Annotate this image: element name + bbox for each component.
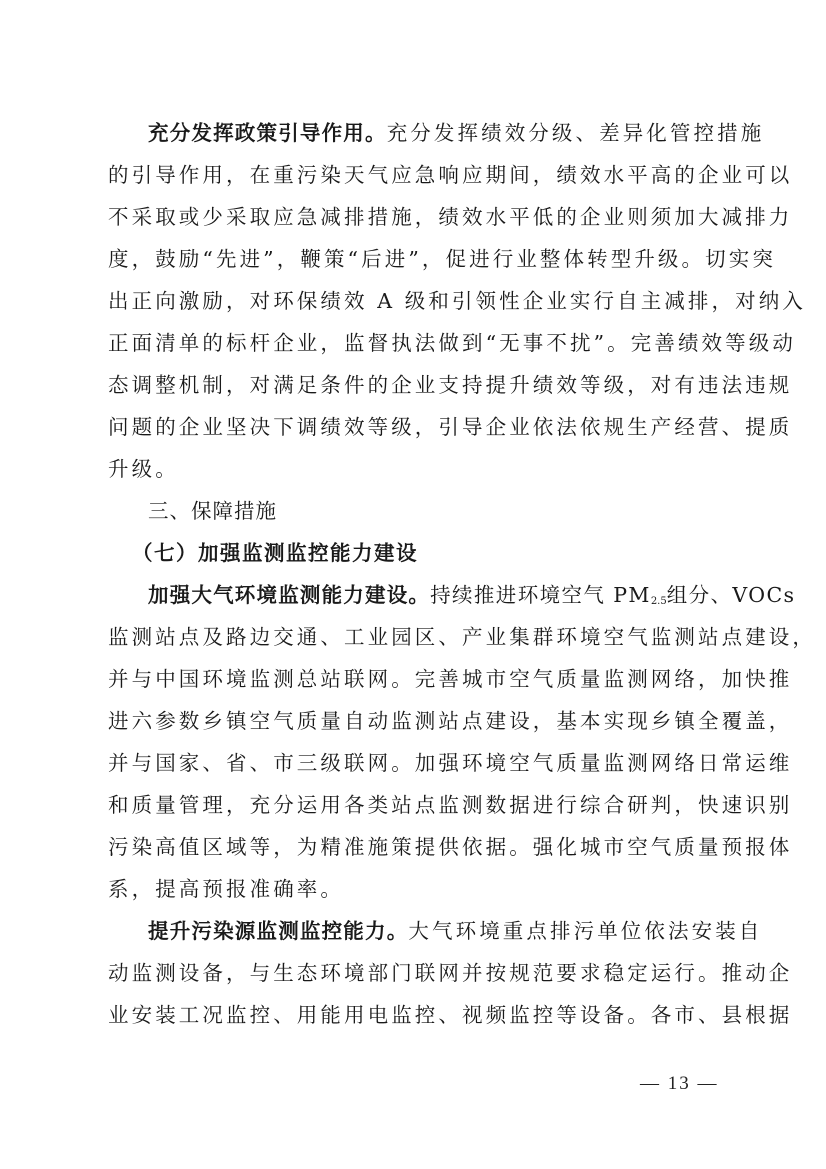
page-number: — 13 —	[640, 1073, 719, 1094]
paragraph-line: 不采取或少采取应急减排措施，绩效水平低的企业则须加大减排力	[108, 205, 793, 229]
paragraph-line: 监测站点及路边交通、工业园区、产业集群环境空气监测站点建设，	[108, 625, 816, 649]
paragraph-lead-bold: 提升污染源监测监控能力。	[148, 919, 409, 943]
paragraph-line: 业安装工况监控、用能用电监控、视频监控等设备。各市、县根据	[108, 1003, 793, 1027]
paragraph-line: 并与中国环境监测总站联网。完善城市空气质量监测网络，加快推	[108, 667, 793, 691]
paragraph-line: 动监测设备，与生态环境部门联网并按规范要求稳定运行。推动企	[108, 961, 793, 985]
section-heading: 三、保障措施	[148, 499, 277, 523]
paragraph-line: 提升污染源监测监控能力。大气环境重点排污单位依法安装自	[148, 919, 763, 943]
paragraph-line: 和质量管理，充分运用各类站点监测数据进行综合研判，快速识别	[108, 793, 793, 817]
paragraph-line: 的引导作用，在重污染天气应急响应期间，绩效水平高的企业可以	[108, 163, 793, 187]
paragraph-lead-bold: 充分发挥政策引导作用。	[148, 121, 387, 145]
paragraph-line: 污染高值区域等，为精准施策提供依据。强化城市空气质量预报体	[108, 835, 793, 859]
paragraph-line: 升级。	[108, 457, 179, 481]
paragraph-line: 系，提高预报准确率。	[108, 877, 344, 901]
paragraph-line: 正面清单的标杆企业，监督执法做到“无事不扰”。完善绩效等级动	[108, 331, 796, 355]
paragraph-line: 度，鼓励“先进”，鞭策“后进”，促进行业整体转型升级。切实突	[108, 247, 776, 271]
paragraph-line: 并与国家、省、市三级联网。加强环境空气质量监测网络日常运维	[108, 751, 793, 775]
paragraph-line: 态调整机制，对满足条件的企业支持提升绩效等级，对有违法违规	[108, 373, 793, 397]
pm25-subscript: 2.5	[650, 596, 667, 607]
subsection-heading: （七）加强监测监控能力建设	[132, 541, 418, 565]
paragraph-lead-bold: 加强大气环境监测能力建设。	[148, 583, 431, 607]
paragraph-line: 充分发挥政策引导作用。充分发挥绩效分级、差异化管控措施	[148, 121, 765, 145]
paragraph-line: 加强大气环境监测能力建设。持续推进环境空气 $PM_{2.5}$组分、VOCs	[148, 583, 796, 607]
paragraph-line: 进六参数乡镇空气质量自动监测站点建设，基本实现乡镇全覆盖，	[108, 709, 793, 733]
paragraph-line: 问题的企业坚决下调绩效等级，引导企业依法依规生产经营、提质	[108, 415, 793, 439]
paragraph-line: 出正向激励，对环保绩效 A 级和引领性企业实行自主减排，对纳入	[108, 289, 806, 313]
